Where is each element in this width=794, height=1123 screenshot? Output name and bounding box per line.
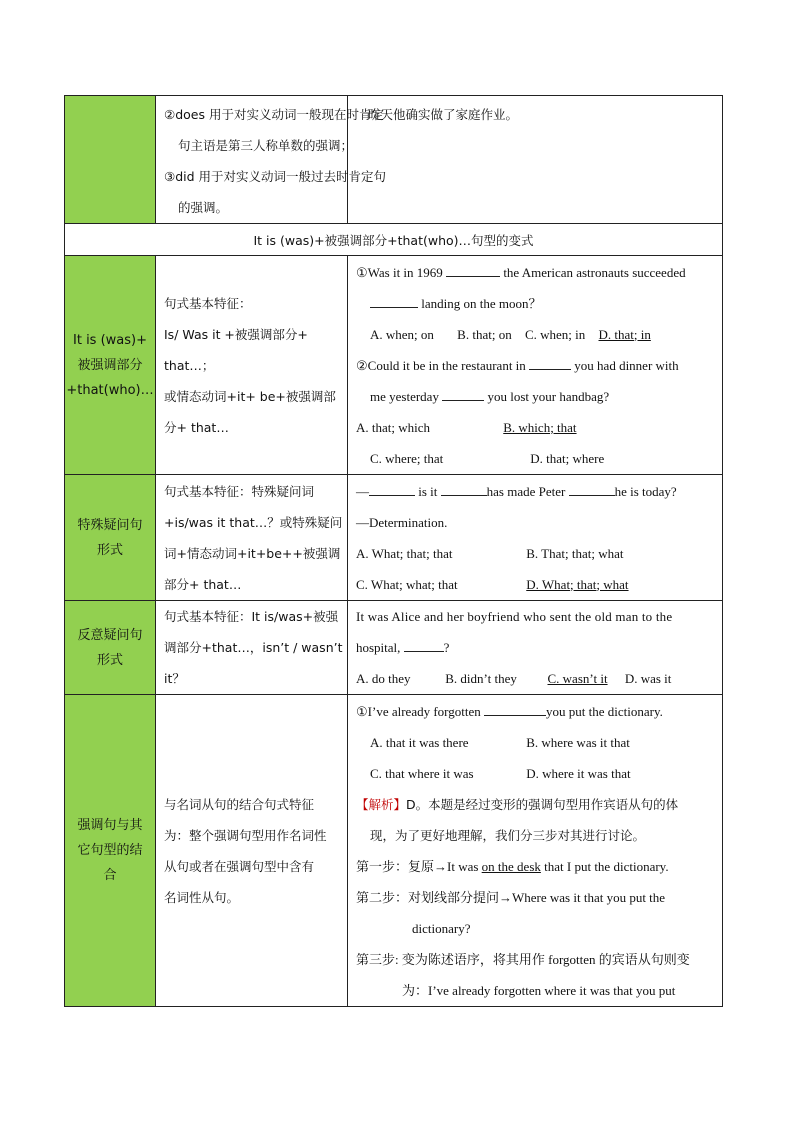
option: A. that; which <box>356 419 431 435</box>
mid-line: ③did 用于对实义动词一般过去时肯定句 <box>164 169 387 184</box>
option: A. What; that; that <box>356 545 453 561</box>
example-translation: 昨天他确实做了家庭作业。 <box>368 107 519 122</box>
question-text: hospital, <box>356 640 401 655</box>
options-line <box>356 758 716 789</box>
question-text: you had dinner with <box>574 357 679 373</box>
mid-line: 名词性从句。 <box>164 889 240 905</box>
explanation-text: D。本题是经过变形的强调句型用作宾语从句的体 <box>406 796 679 812</box>
green-label-cell <box>65 256 156 475</box>
example-cell <box>348 256 723 475</box>
option: A. that it was there <box>370 734 469 750</box>
mid-line: 或情态动词+it+ be+被强调部 <box>164 388 336 404</box>
option: B. where was it that <box>526 734 630 750</box>
mid-line: 的强调。 <box>178 200 229 215</box>
answer-blank <box>442 387 484 401</box>
section-title: It is (was)+被强调部分+that(who)…句型的变式 <box>65 224 723 256</box>
table-row-variant-2 <box>65 475 723 601</box>
answer-blank <box>441 482 487 496</box>
green-label-cell <box>65 601 156 695</box>
mid-line: 从句或者在强调句型中含有 <box>164 858 315 874</box>
label-line: 它句型的结 <box>77 843 143 858</box>
mid-cell <box>156 256 348 475</box>
question-text: is it <box>418 483 438 499</box>
question-text: me yesterday <box>370 388 439 404</box>
mid-cell <box>156 695 348 1007</box>
example-cell <box>348 475 723 601</box>
label-line: +that(who)… <box>66 382 154 398</box>
options-line <box>356 538 716 569</box>
option: D. where it was that <box>526 765 631 781</box>
green-label-cell <box>65 475 156 601</box>
option: B. That; that; what <box>526 545 624 561</box>
answer-blank <box>484 702 546 716</box>
answer-blank <box>529 356 571 370</box>
correct-option: D. that; in <box>598 326 651 342</box>
question-text: ? <box>443 640 450 655</box>
label-line: 合 <box>103 868 117 883</box>
question-line <box>356 288 716 319</box>
label-line: 形式 <box>96 652 123 668</box>
mid-line: Is/ Was it +被强调部分+ <box>164 326 308 342</box>
step-line: 为：I’ve already forgotten where it was that you put <box>402 982 676 998</box>
step-line <box>356 851 716 882</box>
option: A. do they <box>356 671 411 686</box>
green-label-cell <box>65 96 156 224</box>
mid-line: 句式基本特征：特殊疑问词 <box>164 483 315 499</box>
question-line <box>356 632 716 663</box>
explanation-label: 【解析】 <box>356 796 407 812</box>
mid-line: 句主语是第三人称单数的强调； <box>178 138 354 153</box>
option: D. that; where <box>530 450 605 466</box>
options-line <box>356 412 716 443</box>
question-text: landing on the moon？ <box>421 295 542 311</box>
example-cell <box>348 695 723 1007</box>
step-line: dictionary? <box>412 920 471 936</box>
explanation-line: 现，为了更好地理解，我们分三步对其进行讨论。 <box>370 827 646 843</box>
table-row-variant-4 <box>65 695 723 1007</box>
table-row-variant-3 <box>65 601 723 695</box>
mid-line: ②does 用于对实义动词一般现在时肯定 <box>164 107 384 122</box>
label-line: 特殊疑问句 <box>77 517 143 533</box>
question-text: you put the dictionary. <box>546 703 663 719</box>
mid-line: 为：整个强调句型用作名词性 <box>164 827 327 843</box>
question-text: he is today? <box>614 483 677 499</box>
option: C. when; in <box>524 326 586 342</box>
mid-line: 句式基本特征：It is/was+被强 <box>164 609 339 624</box>
explanation-line <box>356 789 716 820</box>
question-line <box>356 381 716 412</box>
answer-blank <box>369 482 415 496</box>
mid-line: +is/was it that…？或特殊疑问 <box>164 514 343 530</box>
label-line: 被强调部分 <box>77 357 143 373</box>
options-line <box>356 319 716 350</box>
table-row-variant-1 <box>65 256 723 475</box>
answer-line: —Determination. <box>356 514 448 530</box>
question-text: the American astronauts succeeded <box>503 264 686 280</box>
section-title-row <box>65 224 723 256</box>
question-text: you lost your handbag? <box>487 388 610 404</box>
mid-cell-top <box>156 96 387 224</box>
question-text: ②Could it be in the restaurant in <box>356 357 526 373</box>
mid-line: 句式基本特征： <box>164 295 252 311</box>
mid-cell <box>156 601 348 695</box>
right-cell-top <box>348 96 723 224</box>
underlined-text: on the desk <box>481 858 541 874</box>
question-line: It was Alice and her boyfriend who sent the old man to the <box>356 609 673 624</box>
step-text: that I put the dictionary. <box>540 858 669 874</box>
question-text: has made Peter <box>486 483 566 499</box>
question-text: ①Was it in 1969 <box>356 264 443 280</box>
grammar-table <box>64 95 723 1007</box>
answer-blank <box>404 638 444 652</box>
question-text: — <box>356 483 369 499</box>
mid-cell <box>156 475 348 601</box>
mid-line: it？ <box>164 671 185 686</box>
options-line <box>356 727 716 758</box>
label-line: 反意疑问句 <box>77 627 143 643</box>
answer-blank <box>569 482 615 496</box>
options-line <box>356 569 716 600</box>
label-line: It is (was)+ <box>73 332 147 348</box>
step-line: 第二步：对划线部分提问→Where was it that you put the <box>356 889 666 905</box>
correct-option: B. which; that <box>503 419 577 435</box>
option: C. that where it was <box>370 765 474 781</box>
table-row-top <box>65 96 723 224</box>
label-line: 强调句与其 <box>77 818 143 833</box>
option: B. that; on <box>457 326 512 342</box>
mid-line: 与名词从句的结合句式特征 <box>164 796 315 812</box>
step-text: 第一步：复原→It was <box>356 858 482 874</box>
label-line: 形式 <box>96 542 123 558</box>
correct-option: D. What; that; what <box>526 576 629 592</box>
mid-line: 调部分+that…，isn’t / wasn’t <box>164 640 343 655</box>
options-line <box>356 443 716 474</box>
green-label-cell <box>65 695 156 1007</box>
option: D. was it <box>624 671 672 686</box>
question-line <box>356 476 716 507</box>
answer-blank <box>370 294 418 308</box>
mid-line: 部分+ that… <box>164 576 242 592</box>
mid-line: 分+ that… <box>164 419 229 435</box>
question-line <box>356 257 716 288</box>
option: B. didn’t they <box>445 671 517 686</box>
example-cell <box>348 601 723 695</box>
grammar-table-page <box>64 95 722 1007</box>
question-text: ①I’ve already forgotten <box>356 703 481 719</box>
mid-line: that…； <box>164 357 215 373</box>
options-line <box>356 663 716 694</box>
correct-option: C. wasn’t it <box>547 671 608 686</box>
mid-line: 词+情态动词+it+be++被强调 <box>164 545 341 561</box>
option: C. What; what; that <box>356 576 458 592</box>
option: C. where; that <box>370 450 444 466</box>
question-line <box>356 350 716 381</box>
answer-blank <box>446 263 500 277</box>
step-line: 第三步: 变为陈述语序，将其用作 forgotten 的宾语从句则变 <box>356 951 690 967</box>
option: A. when; on <box>370 326 434 342</box>
question-line <box>356 696 716 727</box>
